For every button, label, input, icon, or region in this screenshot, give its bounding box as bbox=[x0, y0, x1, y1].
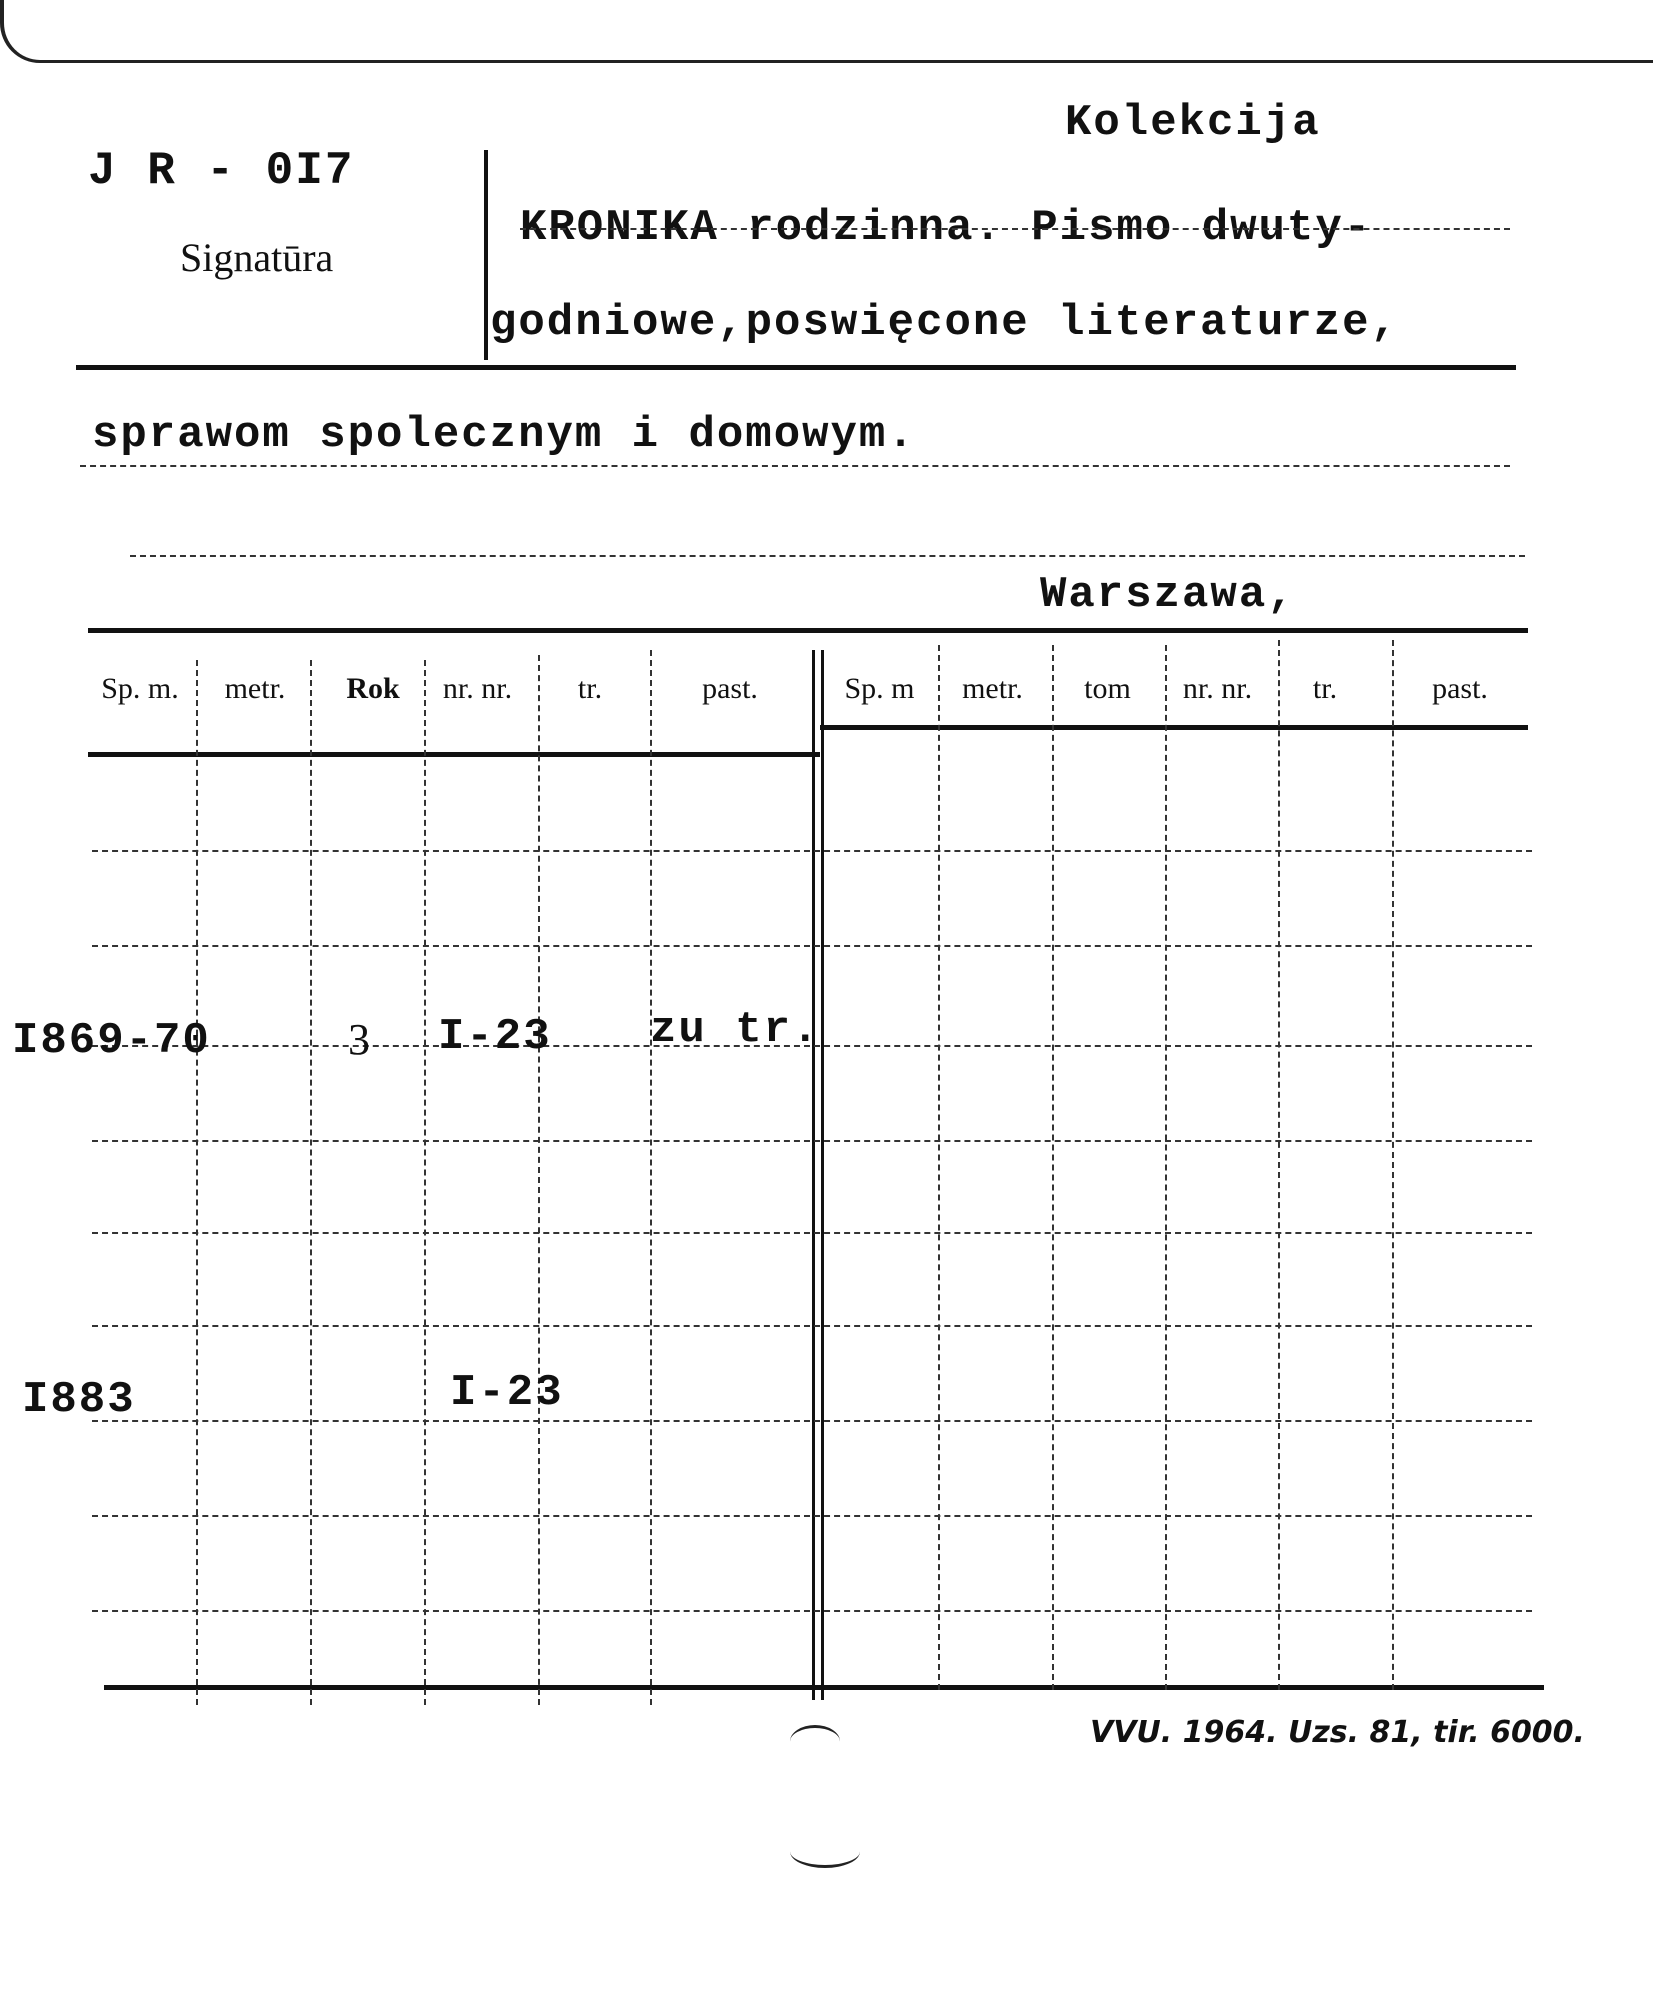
row-line bbox=[92, 1232, 1532, 1234]
place-label: Warszawa, bbox=[1040, 570, 1296, 620]
title-rule-1 bbox=[520, 228, 1510, 230]
row-2-year: I883 bbox=[22, 1375, 136, 1425]
header-nrnr-right: nr. nr. bbox=[1182, 672, 1253, 705]
title-line-3: sprawom spolecznym i domowym. bbox=[92, 410, 916, 460]
header-sp-m-left: Sp. m. bbox=[101, 672, 179, 705]
punch-mark bbox=[790, 1835, 860, 1868]
row-2-numbers: I-23 bbox=[450, 1368, 564, 1418]
signature-label: Signatūra bbox=[180, 235, 334, 280]
header-rok-left: Rok bbox=[346, 672, 400, 705]
row-line bbox=[92, 1140, 1532, 1142]
row-1-note: zu tr. bbox=[650, 1005, 821, 1055]
row-line bbox=[92, 850, 1532, 852]
col-line bbox=[938, 645, 940, 1690]
row-1-numbers: I-23 bbox=[438, 1012, 552, 1062]
header-metr-left: metr. bbox=[224, 672, 286, 705]
signature-code: J R - 0I7 bbox=[88, 145, 355, 197]
title-line-2: godniowe,poswięcone literaturze, bbox=[490, 298, 1399, 348]
col-line bbox=[1392, 640, 1394, 1690]
col-line bbox=[1165, 645, 1167, 1690]
col-line bbox=[196, 660, 198, 1705]
row-line bbox=[92, 945, 1532, 947]
table-header-rule bbox=[820, 725, 1528, 730]
table-bottom-rule bbox=[104, 1685, 1544, 1690]
blank-rule bbox=[130, 555, 1525, 557]
header-rule bbox=[76, 365, 1516, 370]
header-sp-m-right: Sp. m bbox=[844, 672, 915, 705]
row-line bbox=[92, 1325, 1532, 1327]
col-line bbox=[538, 655, 540, 1705]
row-line bbox=[92, 1515, 1532, 1517]
col-line bbox=[310, 660, 312, 1705]
collection-label: Kolekcija bbox=[1065, 98, 1321, 148]
header-tr-left: tr. bbox=[577, 672, 603, 705]
table-top-rule bbox=[88, 628, 1528, 633]
header-metr-right: metr. bbox=[962, 672, 1023, 705]
signature-divider bbox=[484, 150, 488, 360]
footer-note: VVU. 1964. Uzs. 81, tir. 6000. bbox=[1090, 1715, 1585, 1750]
row-1-volume: 3 bbox=[348, 1015, 370, 1064]
header-tr-right: tr. bbox=[1312, 672, 1338, 705]
row-line bbox=[92, 1610, 1532, 1612]
col-line bbox=[1278, 640, 1280, 1690]
col-line bbox=[1052, 645, 1054, 1690]
header-tom-right: tom bbox=[1084, 672, 1131, 705]
header-past-left: past. bbox=[702, 672, 758, 705]
col-line bbox=[424, 660, 426, 1705]
header-nrnr-left: nr. nr. bbox=[442, 672, 513, 705]
center-divider bbox=[812, 650, 824, 1700]
row-1-year: I869-70 bbox=[12, 1016, 211, 1066]
title-rule-3 bbox=[80, 465, 1510, 467]
punch-mark bbox=[790, 1725, 840, 1758]
col-line bbox=[650, 650, 652, 1705]
title-line-1: KRONIKA rodzinna. Pismo dwuty- bbox=[520, 203, 1373, 253]
row-line bbox=[92, 1420, 1532, 1422]
card-top-edge bbox=[0, 0, 1653, 63]
header-past-right: past. bbox=[1432, 672, 1488, 705]
